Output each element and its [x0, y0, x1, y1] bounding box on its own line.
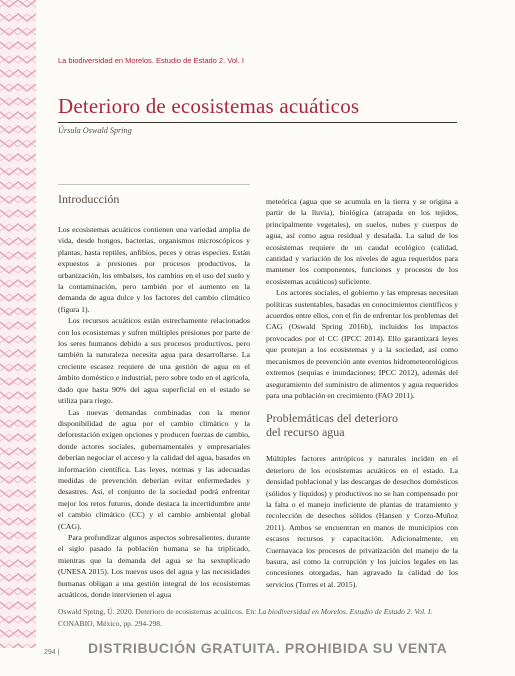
paragraph: Los recursos acuáticos están estrechamente relacionados con los ecosistemas y sufren múltiples presiones por parte de los seres humanos debido a sus procesos productivos, pero también la naturaleza necesita agua para desarrollarse. La creciente escasez requiere de una gestión de agua en el ámbito doméstico e industrial, pero sobre todo en el agrícola, dado que hasta 90% del agua superficial en el estado se utiliza para riego.: [58, 316, 250, 406]
left-column-divider: [58, 184, 250, 185]
pattern-stroke: [0, 602, 36, 609]
pattern-stroke: [0, 406, 36, 413]
pattern-stroke: [0, 574, 36, 581]
decorative-pattern-band: [0, 0, 36, 648]
pattern-stroke: [0, 28, 36, 35]
pattern-stroke: [0, 378, 36, 385]
paragraph: Las nuevas demandas combinadas con la menor disponibilidad de agua por el cambio climático y la deforestación exigen opciones y producen fuerzas de cambio, donde actores sociales, gubernamentales y empresariales deberían negociar el acceso y la calidad del agua, basados en información científica. Las leyes, normas y las adecuadas medidas de prevención deberían evitar enfermedades y desastres. Así, el conjunto de la sociedad podrá enfrentar mejor los retos futuros, donde destaca la incertidumbre ante el cambio climático (CC) y el cambio ambiental global (CAG).: [58, 407, 250, 531]
citation-footnote: [58, 606, 458, 630]
pattern-stroke: [0, 238, 36, 245]
pattern-stroke: [0, 546, 36, 553]
page-number: 294 |: [44, 649, 60, 656]
pattern-stroke: [0, 462, 36, 469]
pattern-stroke: [0, 280, 36, 287]
distribution-banner: DISTRIBUCIÓN GRATUITA. PROHIBIDA SU VENTA: [88, 640, 448, 656]
pattern-stroke: [0, 490, 36, 497]
article-title: Deterioro de ecosistemas acuáticos: [58, 94, 360, 118]
section-title-introduccion: Introducción: [58, 192, 120, 206]
pattern-stroke: [0, 70, 36, 77]
citation-text: Oswald Spring, Ú. 2020. Deterioro de ecosistemas acuáticos. En:: [58, 607, 259, 616]
pattern-stroke: [0, 420, 36, 427]
pattern-stroke: [0, 448, 36, 455]
pattern-stroke: [0, 112, 36, 119]
pattern-stroke: [0, 140, 36, 147]
pattern-stroke: [0, 266, 36, 273]
pattern-stroke: [0, 0, 36, 7]
citation-publisher: CONABIO, México, pp. 294-298.: [58, 619, 162, 628]
pattern-stroke: [0, 210, 36, 217]
pattern-stroke: [0, 98, 36, 105]
pattern-stroke: [0, 434, 36, 441]
section-title-problematicas: [266, 411, 458, 439]
pattern-stroke: [0, 392, 36, 399]
woven-pattern-band: [0, 0, 36, 648]
paragraph: Los ecosistemas acuáticos contienen una variedad amplia de vida, desde hongos, bacterias, organismos microscópicos y plantas, hasta reptiles, anfibios, peces y otras especies. Están expuestos a presiones por procesos productivos, la urbanización, los embalses, los cambios en el uso del suelo y la contaminación, pero también por el aumento en la demanda de agua dulce y los factores del cambio climático (figura 1).: [58, 225, 250, 314]
pattern-stroke: [0, 56, 36, 63]
pattern-stroke: [0, 532, 36, 539]
pattern-stroke: [0, 42, 36, 49]
running-head: La biodiversidad en Morelos. Estudio de Estado 2. Vol. I: [58, 56, 244, 65]
pattern-stroke: [0, 126, 36, 133]
title-divider: [58, 122, 457, 123]
pattern-stroke: [0, 308, 36, 315]
pattern-stroke: [0, 224, 36, 231]
section-title-line: Problemáticas del deterioro: [266, 411, 398, 426]
pattern-stroke: [0, 364, 36, 371]
pattern-stroke: [0, 196, 36, 203]
pattern-stroke: [0, 84, 36, 91]
paragraph: Múltiples factores antrópicos y naturales inciden en el deterioro de los ecosistemas acuáticos en el estado. La densidad poblacional y las descargas de desechos domésticos (sólidos y líquidos) y productivos no se han compensado por la falta o el manejo ineficiente de plantas de tratamiento y recolección de desechos sólidos (Hansen y Corzo-Muñoz 2011). Ambos se encuentran en manos de municipios con escasos recursos y capacitación. Adicionalmente, en Cuernavaca los procesos de privatización del manejo de la basura, así como la corrupción y los juicios legales en las concesiones otorgadas, han agravado la calidad de los servicios (Torres et al. 2015).: [266, 454, 458, 589]
pattern-stroke: [0, 644, 36, 648]
pattern-stroke: [0, 294, 36, 301]
right-column: [266, 196, 458, 590]
pattern-stroke: [0, 252, 36, 259]
pattern-stroke: [0, 322, 36, 329]
pattern-stroke: [0, 168, 36, 175]
pattern-stroke: [0, 518, 36, 525]
pattern-stroke: [0, 630, 36, 637]
pattern-stroke: [0, 616, 36, 623]
section-title-line: del recurso agua: [266, 425, 345, 440]
pattern-stroke: [0, 476, 36, 483]
paragraph: meteórica (agua que se acumula en la tierra y se origina a partir de la lluvia), biológica (atrapada en los tejidos, principalmente vegetales), en suelos, nubes y cuerpos de agua, así como agua residual y desalada. La salud de los ecosistemas requiere de un caudal ecológico (calidad, cantidad y variación de los niveles de agua requeridos para mantener los componentes, funciones y procesos de los ecosistemas acuáticos) suficiente.: [266, 197, 458, 286]
pattern-stroke: [0, 14, 36, 21]
pattern-stroke: [0, 182, 36, 189]
pattern-stroke: [0, 336, 36, 343]
article-author: Úrsula Oswald Spring: [58, 126, 132, 135]
pattern-stroke: [0, 588, 36, 595]
pattern-stroke: [0, 154, 36, 161]
pattern-stroke: [0, 350, 36, 357]
paragraph: Para profundizar algunos aspectos sobresalientes, durante el siglo pasado la población humana se ha triplicado, mientras que la demanda del agua se ha sextuplicado (UNESA 2015). Los nuevos usos del agua y las necesidades humanas obligan a una gestión integral de los ecosistemas acuáticos, donde intervienen el agua: [58, 532, 250, 599]
citation-book-title: La biodiversidad en Morelos. Estudio de Estado 2. Vol. I.: [258, 607, 433, 616]
paragraph: Los actores sociales, el gobierno y las empresas necesitan políticas sustentables, basadas en conocimientos científicos y acuerdos entre ellos, con el fin de enfrentar los problemas del CAG (Oswald Spring 2016b), incluidos los impactos provocados por el CC (IPCC 2014). Ello garantizará leyes que protejan a los ecosistemas y a la sociedad, así como mecanismos de prevención ante eventos hidrometeorológicos extremos (sequías e inundaciones; IPCC 2012), además del aseguramiento del suministro de alimentos y agua requeridos para una población en crecimiento (FAO 2011).: [266, 288, 458, 400]
pattern-stroke: [0, 560, 36, 567]
left-column: [58, 192, 250, 600]
pattern-stroke: [0, 504, 36, 511]
